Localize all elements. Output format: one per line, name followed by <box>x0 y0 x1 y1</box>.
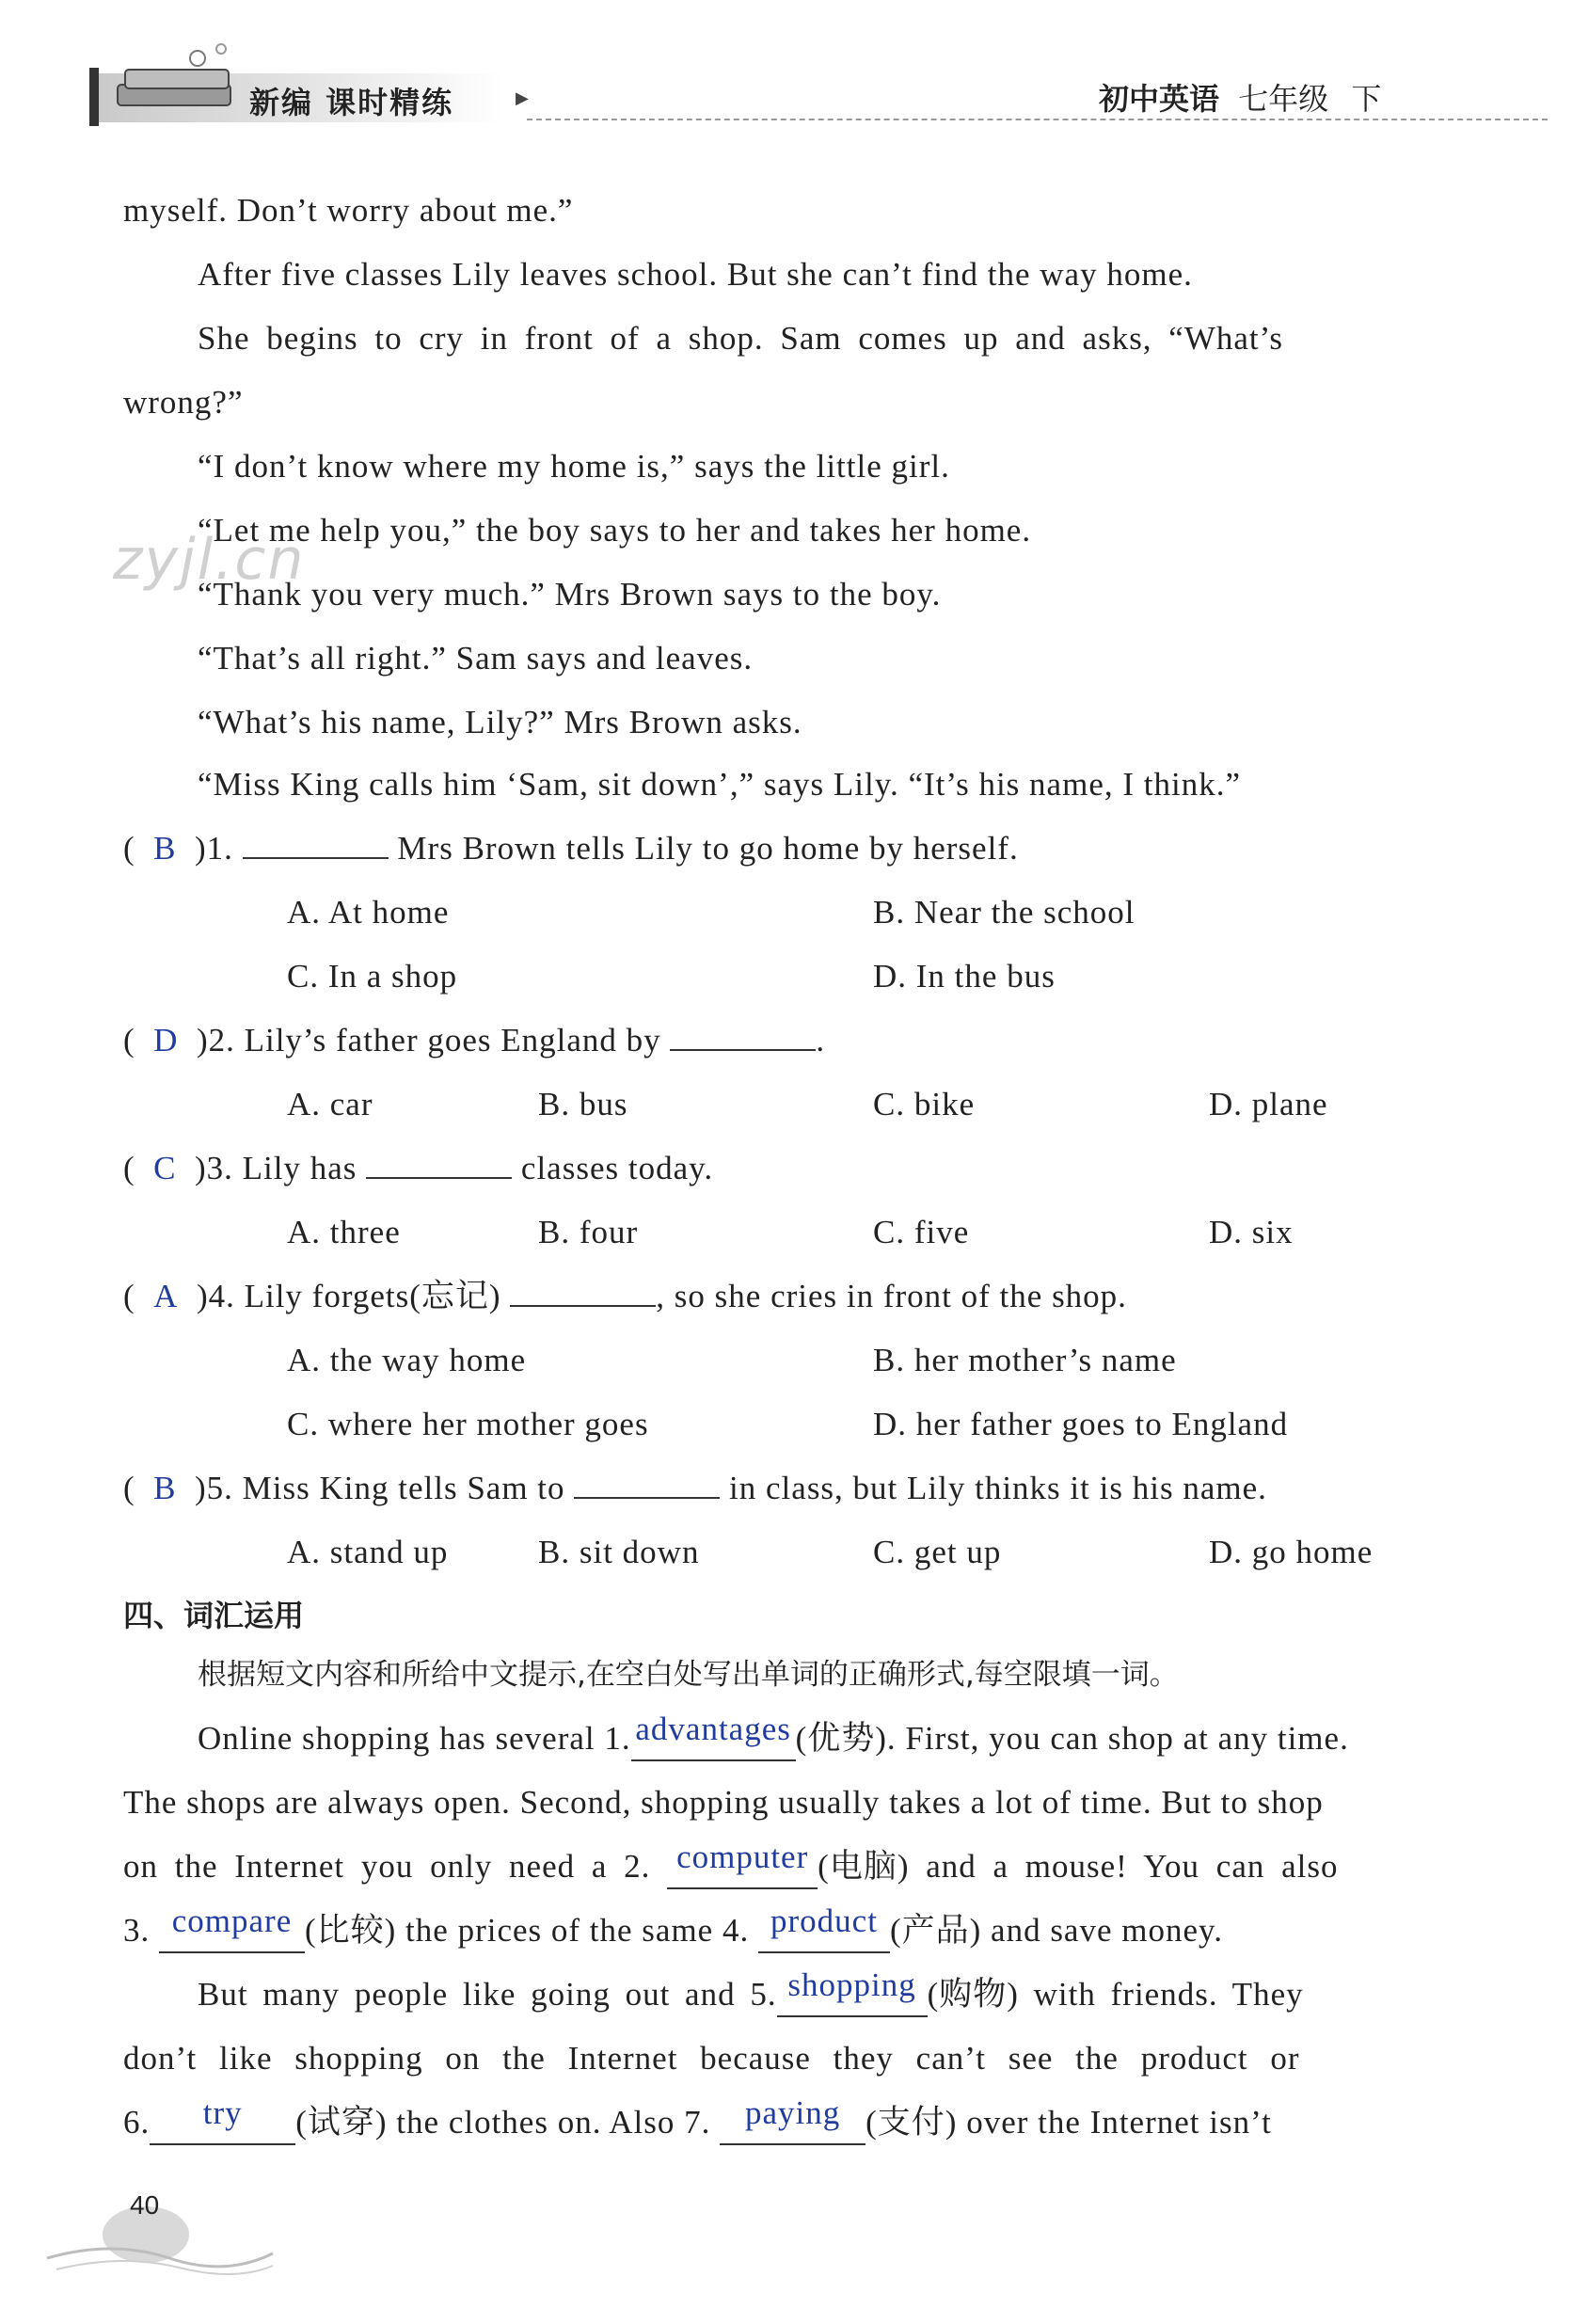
cloze-answer-6: try <box>202 2094 243 2131</box>
q3-option-d: D. six <box>1209 1214 1294 1250</box>
cloze-answer-3: compare <box>171 1902 293 1939</box>
q5-option-d: D. go home <box>1209 1534 1374 1570</box>
question-1: ( B )1. Mrs Brown tells Lily to go home by herself. <box>123 830 1019 867</box>
page-corner-ornament <box>38 2164 282 2296</box>
q5-option-a: A. stand up <box>287 1534 449 1570</box>
q3-option-c: C. five <box>873 1214 970 1250</box>
answer-3: C <box>153 1150 177 1186</box>
header-bar <box>89 68 99 126</box>
answer-1: B <box>153 830 177 867</box>
q4-option-b: B. her mother’s name <box>873 1342 1177 1378</box>
question-2: ( D )2. Lily’s father goes England by . <box>123 1022 826 1059</box>
cloze-line-4: 3. compare (比较) the prices of the same 4. product (产品) and save money. <box>123 1910 1223 1953</box>
cloze-blank-3 <box>159 1902 305 1953</box>
page-number: 40 <box>130 2190 160 2220</box>
q2-option-d: D. plane <box>1209 1086 1328 1122</box>
cloze-line-1: Online shopping has several 1. advantages (优势). First, you can shop at any time. <box>198 1718 1349 1761</box>
q1-option-a: A. At home <box>287 894 450 931</box>
cloze-line-7: 6. try (试穿) the clothes on. Also 7. paying (支付) over the Internet isn’t <box>123 2102 1272 2145</box>
section-4-instruction: 根据短文内容和所给中文提示,在空白处写出单词的正确形式,每空限填一词。 <box>198 1658 1179 1692</box>
cloze-answer-7: paying <box>745 2094 841 2131</box>
passage-line-2: After five classes Lily leaves school. But she can’t find the way home. <box>198 256 1193 293</box>
cloze-line-6: don’t like shopping on the Internet because they can’t see the product or <box>123 2040 1300 2077</box>
cloze-blank-7 <box>720 2094 865 2145</box>
section-4-title: 四、词汇运用 <box>123 1598 305 1633</box>
answer-2: D <box>153 1022 179 1059</box>
passage-line-8: “That’s all right.” Sam says and leaves. <box>198 640 754 677</box>
q2-option-b: B. bus <box>538 1086 628 1122</box>
header-grade: 七年级 <box>1238 81 1329 117</box>
cloze-answer-5: shopping <box>787 1966 916 2003</box>
cloze-line-2: The shops are always open. Second, shopping usually takes a lot of time. But to shop <box>123 1784 1324 1821</box>
blank-3 <box>366 1149 512 1179</box>
q3-option-a: A. three <box>287 1214 401 1250</box>
passage-line-4: wrong?” <box>123 384 244 421</box>
blank-1 <box>243 829 389 859</box>
q1-option-d: D. In the bus <box>873 958 1056 995</box>
passage-line-7: “Thank you very much.” Mrs Brown says to the boy. <box>198 576 942 613</box>
cloze-blank-5 <box>777 1966 928 2017</box>
q5-option-b: B. sit down <box>538 1534 700 1570</box>
passage-line-1: myself. Don’t worry about me.” <box>123 192 574 229</box>
answer-5: B <box>153 1470 177 1506</box>
cloze-answer-1: advantages <box>635 1711 791 1747</box>
passage-line-9: “What’s his name, Lily?” Mrs Brown asks. <box>198 704 802 740</box>
passage-line-6: “Let me help you,” the boy says to her and takes her home. <box>198 512 1032 549</box>
cloze-blank-4 <box>758 1902 890 1953</box>
watermark: zyjl.cn <box>113 527 306 593</box>
q4-option-d: D. her father goes to England <box>873 1406 1289 1442</box>
passage-line-3: She begins to cry in front of a shop. Sam comes up and asks, “What’s <box>198 320 1283 357</box>
q5-option-c: C. get up <box>873 1534 1002 1570</box>
cloze-blank-6 <box>150 2094 295 2145</box>
question-3: ( C )3. Lily has classes today. <box>123 1150 714 1186</box>
header-volume: 下 <box>1351 81 1382 117</box>
cloze-line-3: on the Internet you only need a 2. computer (电脑) and a mouse! You can also <box>123 1846 1339 1889</box>
blank-4 <box>510 1277 656 1307</box>
header-series: 新编 课时精练 <box>249 85 454 120</box>
q3-option-b: B. four <box>538 1214 639 1250</box>
q2-option-c: C. bike <box>873 1086 976 1122</box>
q4-option-a: A. the way home <box>287 1342 527 1378</box>
header-arrow-icon: ▶ <box>516 88 529 107</box>
question-4: ( A )4. Lily forgets(忘记) , so she cries in front of the shop. <box>123 1278 1127 1314</box>
header-subject-line <box>1099 75 1381 119</box>
cloze-blank-2 <box>667 1839 818 1889</box>
passage-line-10: “Miss King calls him ‘Sam, sit down’,” says Lily. “It’s his name, I think.” <box>198 766 1241 803</box>
answer-4: A <box>153 1278 179 1314</box>
cloze-answer-4: product <box>770 1902 878 1939</box>
header-subject: 初中英语 <box>1099 81 1220 117</box>
header-divider <box>527 119 1548 120</box>
blank-2 <box>670 1021 816 1051</box>
cloze-blank-1 <box>631 1711 796 1761</box>
blank-5 <box>574 1469 720 1499</box>
q4-option-c: C. where her mother goes <box>287 1406 649 1442</box>
question-5: ( B )5. Miss King tells Sam to in class, but Lily thinks it is his name. <box>123 1470 1267 1506</box>
cloze-line-5: But many people like going out and 5. shopping (购物) with friends. They <box>198 1974 1304 2017</box>
passage-line-5: “I don’t know where my home is,” says the little girl. <box>198 448 950 485</box>
q1-option-b: B. Near the school <box>873 894 1135 931</box>
q1-option-c: C. In a shop <box>287 958 458 995</box>
cloze-answer-2: computer <box>676 1839 809 1875</box>
book-icon <box>108 38 249 122</box>
q2-option-a: A. car <box>287 1086 373 1122</box>
